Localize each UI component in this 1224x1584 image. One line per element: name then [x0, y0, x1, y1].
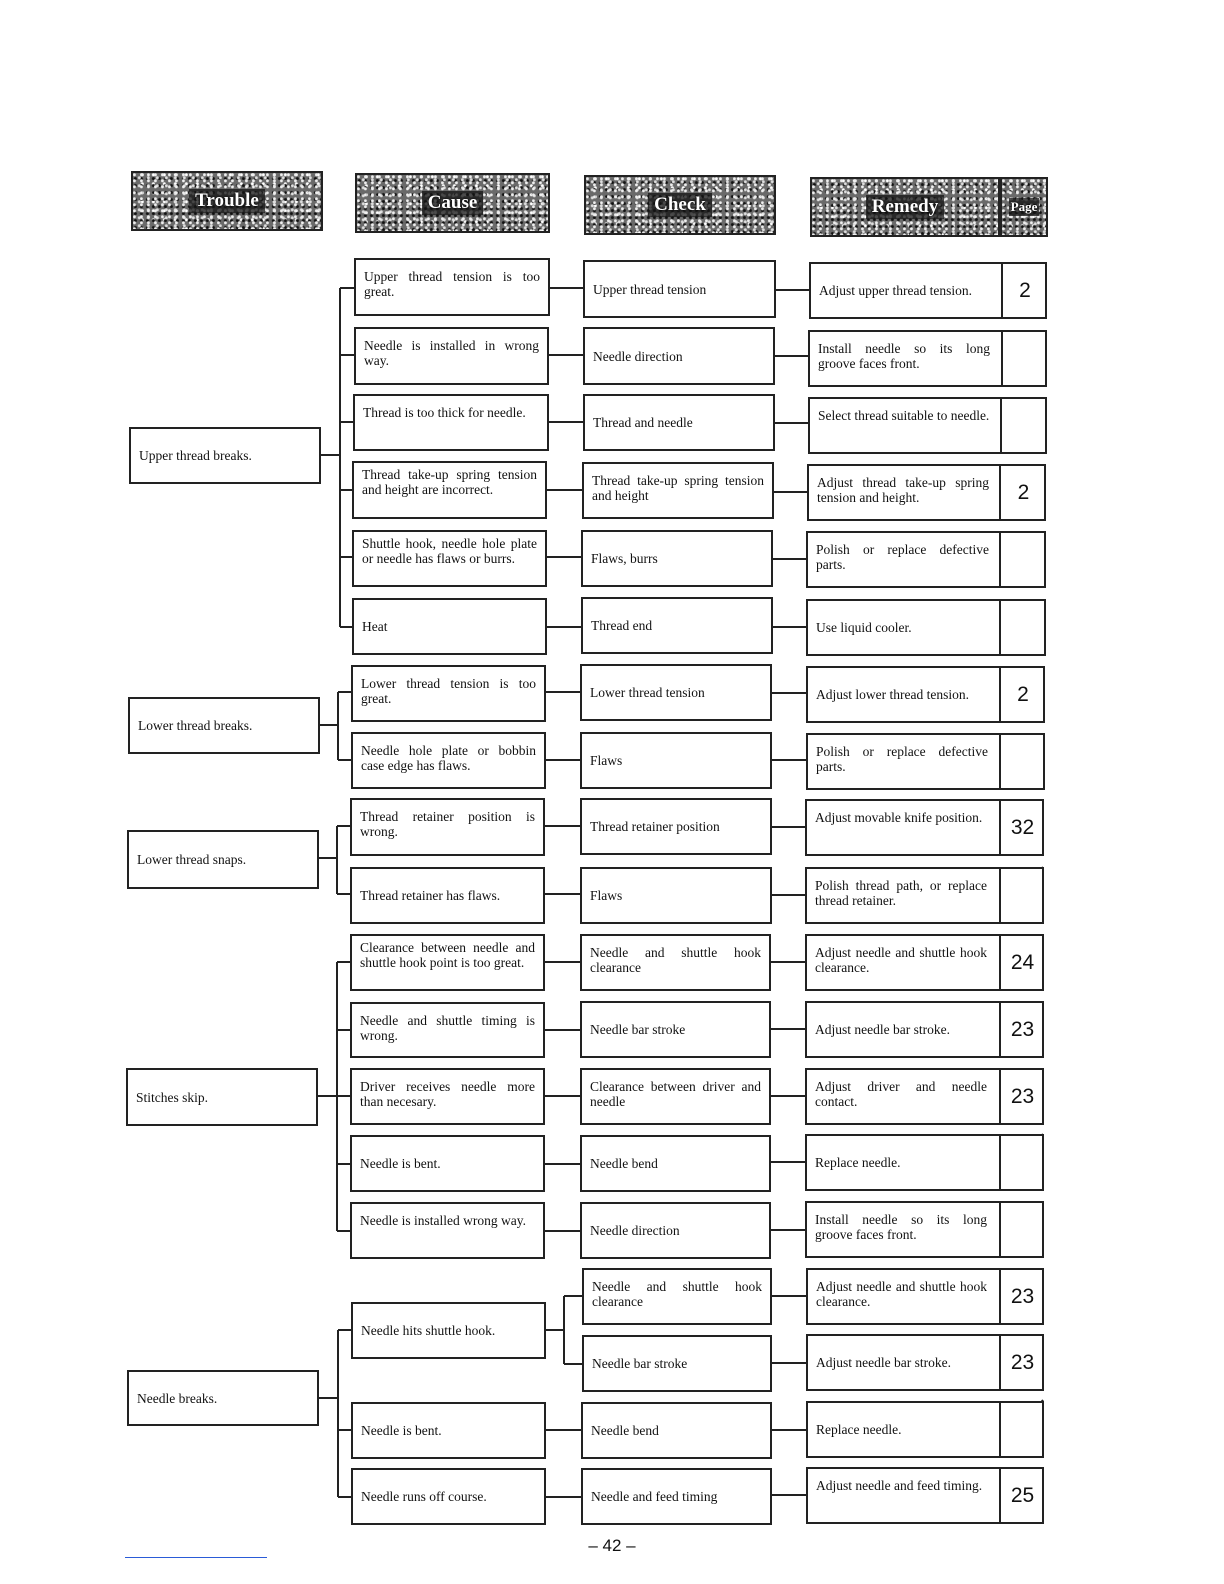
remedy-text: Adjust upper thread tension.	[819, 283, 972, 298]
check-box	[581, 1402, 772, 1459]
check-box	[580, 664, 772, 721]
page-ref-empty	[999, 533, 1046, 586]
remedy-text: Use liquid cooler.	[816, 620, 912, 635]
cause-box	[354, 258, 550, 316]
cause-text: Needle is installed in wrong way.	[364, 338, 539, 368]
remedy-text: Adjust thread take-up spring tension and height.	[817, 475, 989, 505]
cause-text: Driver receives needle more than necesary.	[360, 1079, 535, 1109]
page-ref: 23	[999, 1070, 1044, 1123]
header-remedy-label: Remedy	[866, 195, 944, 219]
cause-box	[352, 461, 547, 519]
check-text: Needle bend	[591, 1423, 659, 1438]
remedy-text: Adjust needle bar stroke.	[815, 1022, 950, 1037]
cause-text: Needle hole plate or bobbin case edge has flaws.	[361, 743, 536, 773]
remedy-text: Adjust driver and needle contact.	[815, 1079, 987, 1109]
check-box	[583, 394, 775, 451]
check-text: Needle direction	[593, 348, 683, 364]
cause-box-needle-hits	[351, 1302, 546, 1359]
check-box	[581, 1468, 772, 1525]
check-text: Needle bend	[590, 1156, 658, 1171]
cause-text: Needle hits shuttle hook.	[361, 1323, 496, 1338]
cause-box	[351, 665, 546, 722]
page-ref-empty	[999, 735, 1045, 788]
trouble-label: Stitches skip.	[136, 1089, 209, 1105]
remedy-text: Adjust needle bar stroke.	[816, 1355, 951, 1370]
check-box	[580, 798, 772, 855]
cause-text: Thread retainer position is wrong.	[360, 809, 535, 839]
page-number: – 42 –	[588, 1536, 636, 1555]
page-ref-empty	[999, 1403, 1044, 1456]
cause-text: Thread is too thick for needle.	[363, 405, 526, 420]
page-ref: 23	[999, 1003, 1044, 1056]
cause-text: Needle is bent.	[360, 1156, 441, 1171]
page-ref-empty	[999, 601, 1046, 654]
cause-box	[354, 327, 549, 385]
cause-box	[352, 530, 547, 587]
link-underline	[125, 1557, 267, 1558]
page-ref: 2	[1001, 264, 1047, 317]
check-box	[582, 462, 774, 519]
page-ref-empty	[1000, 399, 1047, 452]
remedy-text: Replace needle.	[815, 1155, 901, 1170]
cause-box	[350, 1202, 545, 1259]
remedy-text: Install needle so its long groove faces front.	[818, 341, 990, 371]
cause-text: Thread take-up spring tension and height are incorrect.	[362, 467, 537, 497]
check-text: Needle bar stroke	[590, 1022, 686, 1037]
check-text: Thread and needle	[593, 415, 693, 430]
cause-box	[350, 1135, 545, 1192]
check-text: Flaws	[590, 753, 623, 768]
check-box	[581, 597, 773, 654]
check-text: Thread end	[591, 618, 653, 633]
page-ref: 23	[999, 1336, 1044, 1389]
page-ref-empty	[1001, 332, 1047, 385]
trouble-lower-thread-snaps	[127, 830, 319, 889]
check-box	[580, 934, 771, 991]
remedy-text: Adjust lower thread tension.	[816, 687, 969, 702]
cause-text: Shuttle hook, needle hole plate or needle has flaws or burrs.	[362, 536, 537, 566]
cause-text: Needle is installed wrong way.	[360, 1213, 526, 1228]
check-box	[580, 1135, 771, 1192]
remedy-text: Replace needle.	[816, 1422, 902, 1437]
trouble-label: Lower thread breaks.	[138, 718, 253, 733]
check-text: Needle bar stroke	[592, 1356, 688, 1371]
trouble-label: Needle breaks.	[137, 1390, 218, 1406]
remedy-text: Adjust needle and shuttle hook clearance.	[815, 945, 987, 975]
remedy-text: Polish or replace defective parts.	[816, 542, 989, 572]
cause-box	[350, 1068, 545, 1125]
check-text: Needle and feed timing	[591, 1489, 718, 1504]
cause-box	[350, 798, 545, 856]
remedy-text: Polish or replace defective parts.	[816, 744, 988, 774]
check-box	[581, 530, 773, 587]
remedy-text: Adjust movable knife position.	[815, 810, 983, 825]
check-text: Needle and shuttle hook clearance	[592, 1279, 762, 1309]
cause-text: Heat	[362, 619, 388, 634]
remedy-text: Select thread suitable to needle.	[818, 408, 990, 423]
header-page-label: Page	[1010, 199, 1038, 214]
page-ref-empty	[999, 869, 1044, 922]
check-text: Upper thread tension	[593, 281, 707, 297]
cause-box	[350, 934, 545, 991]
page-ref: 2	[999, 466, 1046, 519]
page-ref: 25	[999, 1469, 1044, 1522]
check-text: Needle direction	[590, 1223, 680, 1238]
check-box	[583, 260, 776, 318]
check-text: Flaws	[590, 888, 623, 903]
check-text: Needle and shuttle hook clearance	[590, 945, 761, 975]
remedy-text: Polish thread path, or replace thread retainer.	[815, 878, 987, 908]
check-box	[580, 1202, 771, 1259]
page-ref-empty	[999, 1203, 1044, 1256]
check-box	[580, 867, 772, 924]
cause-box	[352, 598, 547, 655]
cause-text: Needle is bent.	[361, 1423, 442, 1438]
header-check-label: Check	[648, 193, 712, 217]
cause-box	[351, 1468, 546, 1525]
check-box	[580, 1001, 771, 1058]
trouble-needle-breaks	[127, 1370, 319, 1426]
cause-box	[351, 1402, 546, 1459]
cause-box	[353, 394, 549, 451]
page-ref: 23	[999, 1270, 1044, 1323]
remedy-text: Adjust needle and shuttle hook clearance.	[816, 1279, 987, 1309]
page-ref: 32	[999, 801, 1044, 854]
check-box	[580, 732, 772, 789]
trouble-lower-thread-breaks	[128, 697, 320, 754]
cause-text: Needle runs off course.	[361, 1489, 487, 1504]
cause-text: Thread retainer has flaws.	[360, 888, 501, 903]
cause-text: Upper thread tension is too great.	[364, 269, 540, 299]
cause-text: Needle and shuttle timing is wrong.	[360, 1013, 535, 1043]
cause-box	[350, 867, 545, 924]
remedy-text: Adjust needle and feed timing.	[816, 1478, 983, 1493]
trouble-label: Lower thread snaps.	[137, 852, 247, 867]
header-cause-label: Cause	[422, 191, 484, 215]
trouble-label: Upper thread breaks.	[139, 448, 252, 463]
check-text: Lower thread tension	[590, 685, 705, 700]
trouble-stitches-skip	[126, 1068, 318, 1126]
check-box	[580, 1068, 771, 1125]
cause-box	[350, 1002, 545, 1058]
check-text: Flaws, burrs	[591, 551, 658, 566]
page-ref-empty	[999, 1136, 1044, 1189]
page-ref: 2	[999, 668, 1045, 721]
header-trouble-label: Trouble	[189, 189, 265, 213]
page-ref: 24	[999, 936, 1044, 989]
cause-text: Lower thread tension is too great.	[361, 676, 536, 706]
check-text: Clearance between driver and needle	[590, 1079, 761, 1109]
cause-box	[351, 732, 546, 789]
cause-text: Clearance between needle and shuttle hook point is too great.	[360, 940, 535, 970]
check-text: Thread take-up spring tension and height	[592, 473, 764, 503]
remedy-text: Install needle so its long groove faces front.	[815, 1212, 987, 1242]
check-box	[583, 327, 775, 385]
check-box	[582, 1335, 772, 1392]
trouble-upper-thread-breaks	[129, 427, 321, 484]
check-box	[582, 1268, 772, 1325]
check-text: Thread retainer position	[590, 819, 720, 834]
